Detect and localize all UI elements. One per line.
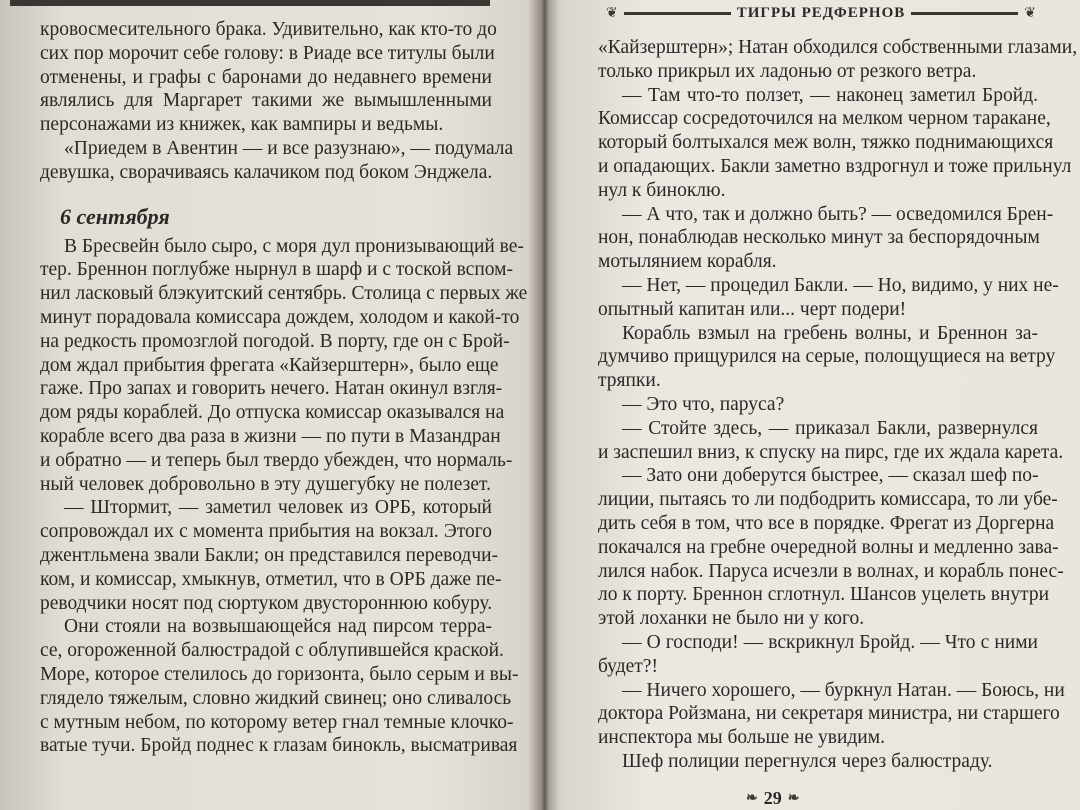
text-line: Они стояли на возвышающейся над пирсом терра- — [64, 616, 492, 638]
page-number-value: 29 — [763, 788, 782, 808]
text-line: кровосмесительного брака. Удивительно, как кто-то до — [40, 19, 497, 40]
text-line: В Бресвейн было сыро, с моря дул пронизывающий ве- — [64, 235, 524, 257]
right-page — [546, 0, 1080, 810]
text-line: думчиво прищурился на серые, полощущиеся на ветру — [598, 346, 1056, 368]
text-line: с мутным небом, по которому ветер гнал темные клочко- — [40, 711, 514, 733]
left-page-text — [40, 18, 528, 758]
text-line: се, огороженной балюстрадой с облупившейся краской. — [40, 640, 504, 662]
text-line: ло к порту. Бреннон сглотнул. Шансов уцелеть внутри — [598, 584, 1050, 606]
text-line: гаже. Про запах и говорить нечего. Натан окинул взгля- — [40, 378, 503, 400]
running-head — [606, 2, 1036, 24]
right-page-text — [598, 36, 1078, 774]
text-line: корабле всего два раза в жизни — по пути в Мазандран — [40, 425, 501, 447]
text-line: дить себя в том, что все в порядке. Фрегат из Доргерна — [598, 512, 1055, 534]
text-line: сопровождал их с момента прибытия на вокзал. Этого — [40, 521, 492, 543]
text-line: тряпки. — [598, 370, 661, 392]
text-line: инспектора мы больше не увидим. — [598, 727, 885, 749]
top-ornament-rule — [10, 0, 490, 6]
text-line: дом ряды кораблей. До отпуска комиссар оказывался на — [40, 402, 505, 424]
text-line: тер. Бреннон поглубже нырнул в шарф и с тоской вспом- — [40, 259, 513, 281]
text-line: опытный капитан или... черт подери! — [598, 298, 907, 320]
text-line: — О господи! — вскрикнул Бройд. — Что с ними — [622, 631, 1038, 653]
text-line: покачался на гребне очередной волны и медленно зава- — [598, 536, 1059, 558]
text-line: — Зато они доберутся быстрее, — сказал шеф по- — [622, 465, 1039, 487]
ornament-icon: ❧ — [746, 791, 758, 806]
text-line: Море, которое стелилось до горизонта, было серым и вы- — [40, 663, 519, 685]
text-line: этой лоханки не было ни у кого. — [598, 608, 865, 630]
text-line: ватые тучи. Бройд поднес к глазам бинокль, высматривая — [40, 735, 518, 757]
left-page — [0, 0, 538, 810]
text-line: и обратно — и теперь был твердо убежден, что нормаль- — [40, 449, 513, 471]
text-line: нон, понаблюдав несколько минут за беспорядочным — [598, 227, 1040, 249]
text-line: — Ничего хорошего, — буркнул Натан. — Боюсь, ни — [622, 679, 1065, 701]
text-line: джентльмена звали Бакли; он представился переводчи- — [40, 544, 499, 566]
text-line: Комиссар сосредоточился на мелком черном таракане, — [598, 108, 1051, 130]
section-heading: 6 сентября — [60, 203, 170, 229]
ornament-icon: ❦ — [606, 5, 618, 21]
text-line: ком, и комиссар, хмыкнув, отметил, что в ОРБ даже пе- — [40, 568, 502, 590]
text-line: будет?! — [598, 655, 658, 677]
text-line: нил ласковый блэкуитский сентябрь. Столица с первых же — [40, 283, 528, 305]
text-line: сих пор морочит себе голову: в Риаде все титулы были — [40, 42, 495, 64]
text-line: Корабль взмыл на гребень волны, и Бреннон за- — [622, 322, 1038, 344]
text-line: на редкость промозглой погодой. В порту, где он с Брой- — [40, 330, 510, 352]
text-line: «Кайзерштерн»; Натан обходился собственными глазами, — [598, 37, 1078, 58]
text-line: только прикрыл их ладонью от резкого ветра. — [598, 60, 977, 82]
text-line: который болтыхался меж волн, тяжко поднимающихся — [598, 132, 1054, 154]
text-line: и заспешил вниз, к спуску на пирс, где их ждала карета. — [598, 441, 1064, 463]
text-line: Шеф полиции перегнулся через балюстраду. — [622, 750, 993, 772]
text-line: мотылянием корабля. — [598, 251, 777, 273]
text-line: — Там что-то ползет, — наконец заметил Бройд. — [622, 84, 1038, 106]
header-rule — [624, 12, 731, 15]
text-line: — Штормит, — заметил человек из ОРБ, который — [64, 497, 492, 519]
text-line: отменены, и графы с баронами до недавнего времени — [40, 66, 492, 88]
text-line: доктора Ройзмана, ни секретаря министра, ни старшего — [598, 703, 1060, 725]
text-line: «Приедем в Авентин — и все разузнаю», — подумала — [64, 137, 514, 159]
text-line: — Это что, паруса? — [622, 393, 785, 415]
text-line: минут порадовала комиссара дождем, холодом и какой-то — [40, 306, 520, 328]
text-line: глядело тяжелым, словно жидкий свинец; оно сливалось — [40, 687, 512, 709]
header-rule — [911, 12, 1018, 15]
text-line: ный человек добровольно в эту душегубку не полезет. — [40, 473, 491, 495]
text-line: лиции, пытаясь то ли подбодрить комиссара, то ли убе- — [598, 489, 1058, 511]
text-line: девушка, сворачиваясь калачиком под боком Энджела. — [40, 161, 493, 183]
ornament-icon: ❦ — [1024, 5, 1037, 21]
text-line: нул к биноклю. — [598, 179, 726, 201]
text-line: персонажами из книжек, как вампиры и ведьмы. — [40, 114, 444, 136]
text-line: лился набок. Паруса исчезли в волнах, и корабль понес- — [598, 560, 1064, 582]
page-number — [746, 788, 799, 809]
text-line: — Стойте здесь, — приказал Бакли, развернулся — [622, 417, 1038, 439]
text-line: реводчики носят под сюртуком двустороннюю кобуру. — [40, 592, 493, 614]
ornament-icon: ❧ — [787, 791, 800, 806]
text-line: дом ждал прибытия фрегата «Кайзерштерн», было еще — [40, 354, 499, 376]
text-line: — А что, так и должно быть? — осведомился Брен- — [622, 203, 1054, 225]
text-line: и опадающих. Бакли заметно вздрогнул и тоже прильнул — [598, 155, 1072, 177]
text-line: являлись для Маргарет такими же вымышленными — [40, 90, 492, 112]
text-line: — Нет, — процедил Бакли. — Но, видимо, у них не- — [622, 274, 1059, 296]
running-head-title: ТИГРЫ РЕДФЕРНОВ — [736, 4, 906, 21]
